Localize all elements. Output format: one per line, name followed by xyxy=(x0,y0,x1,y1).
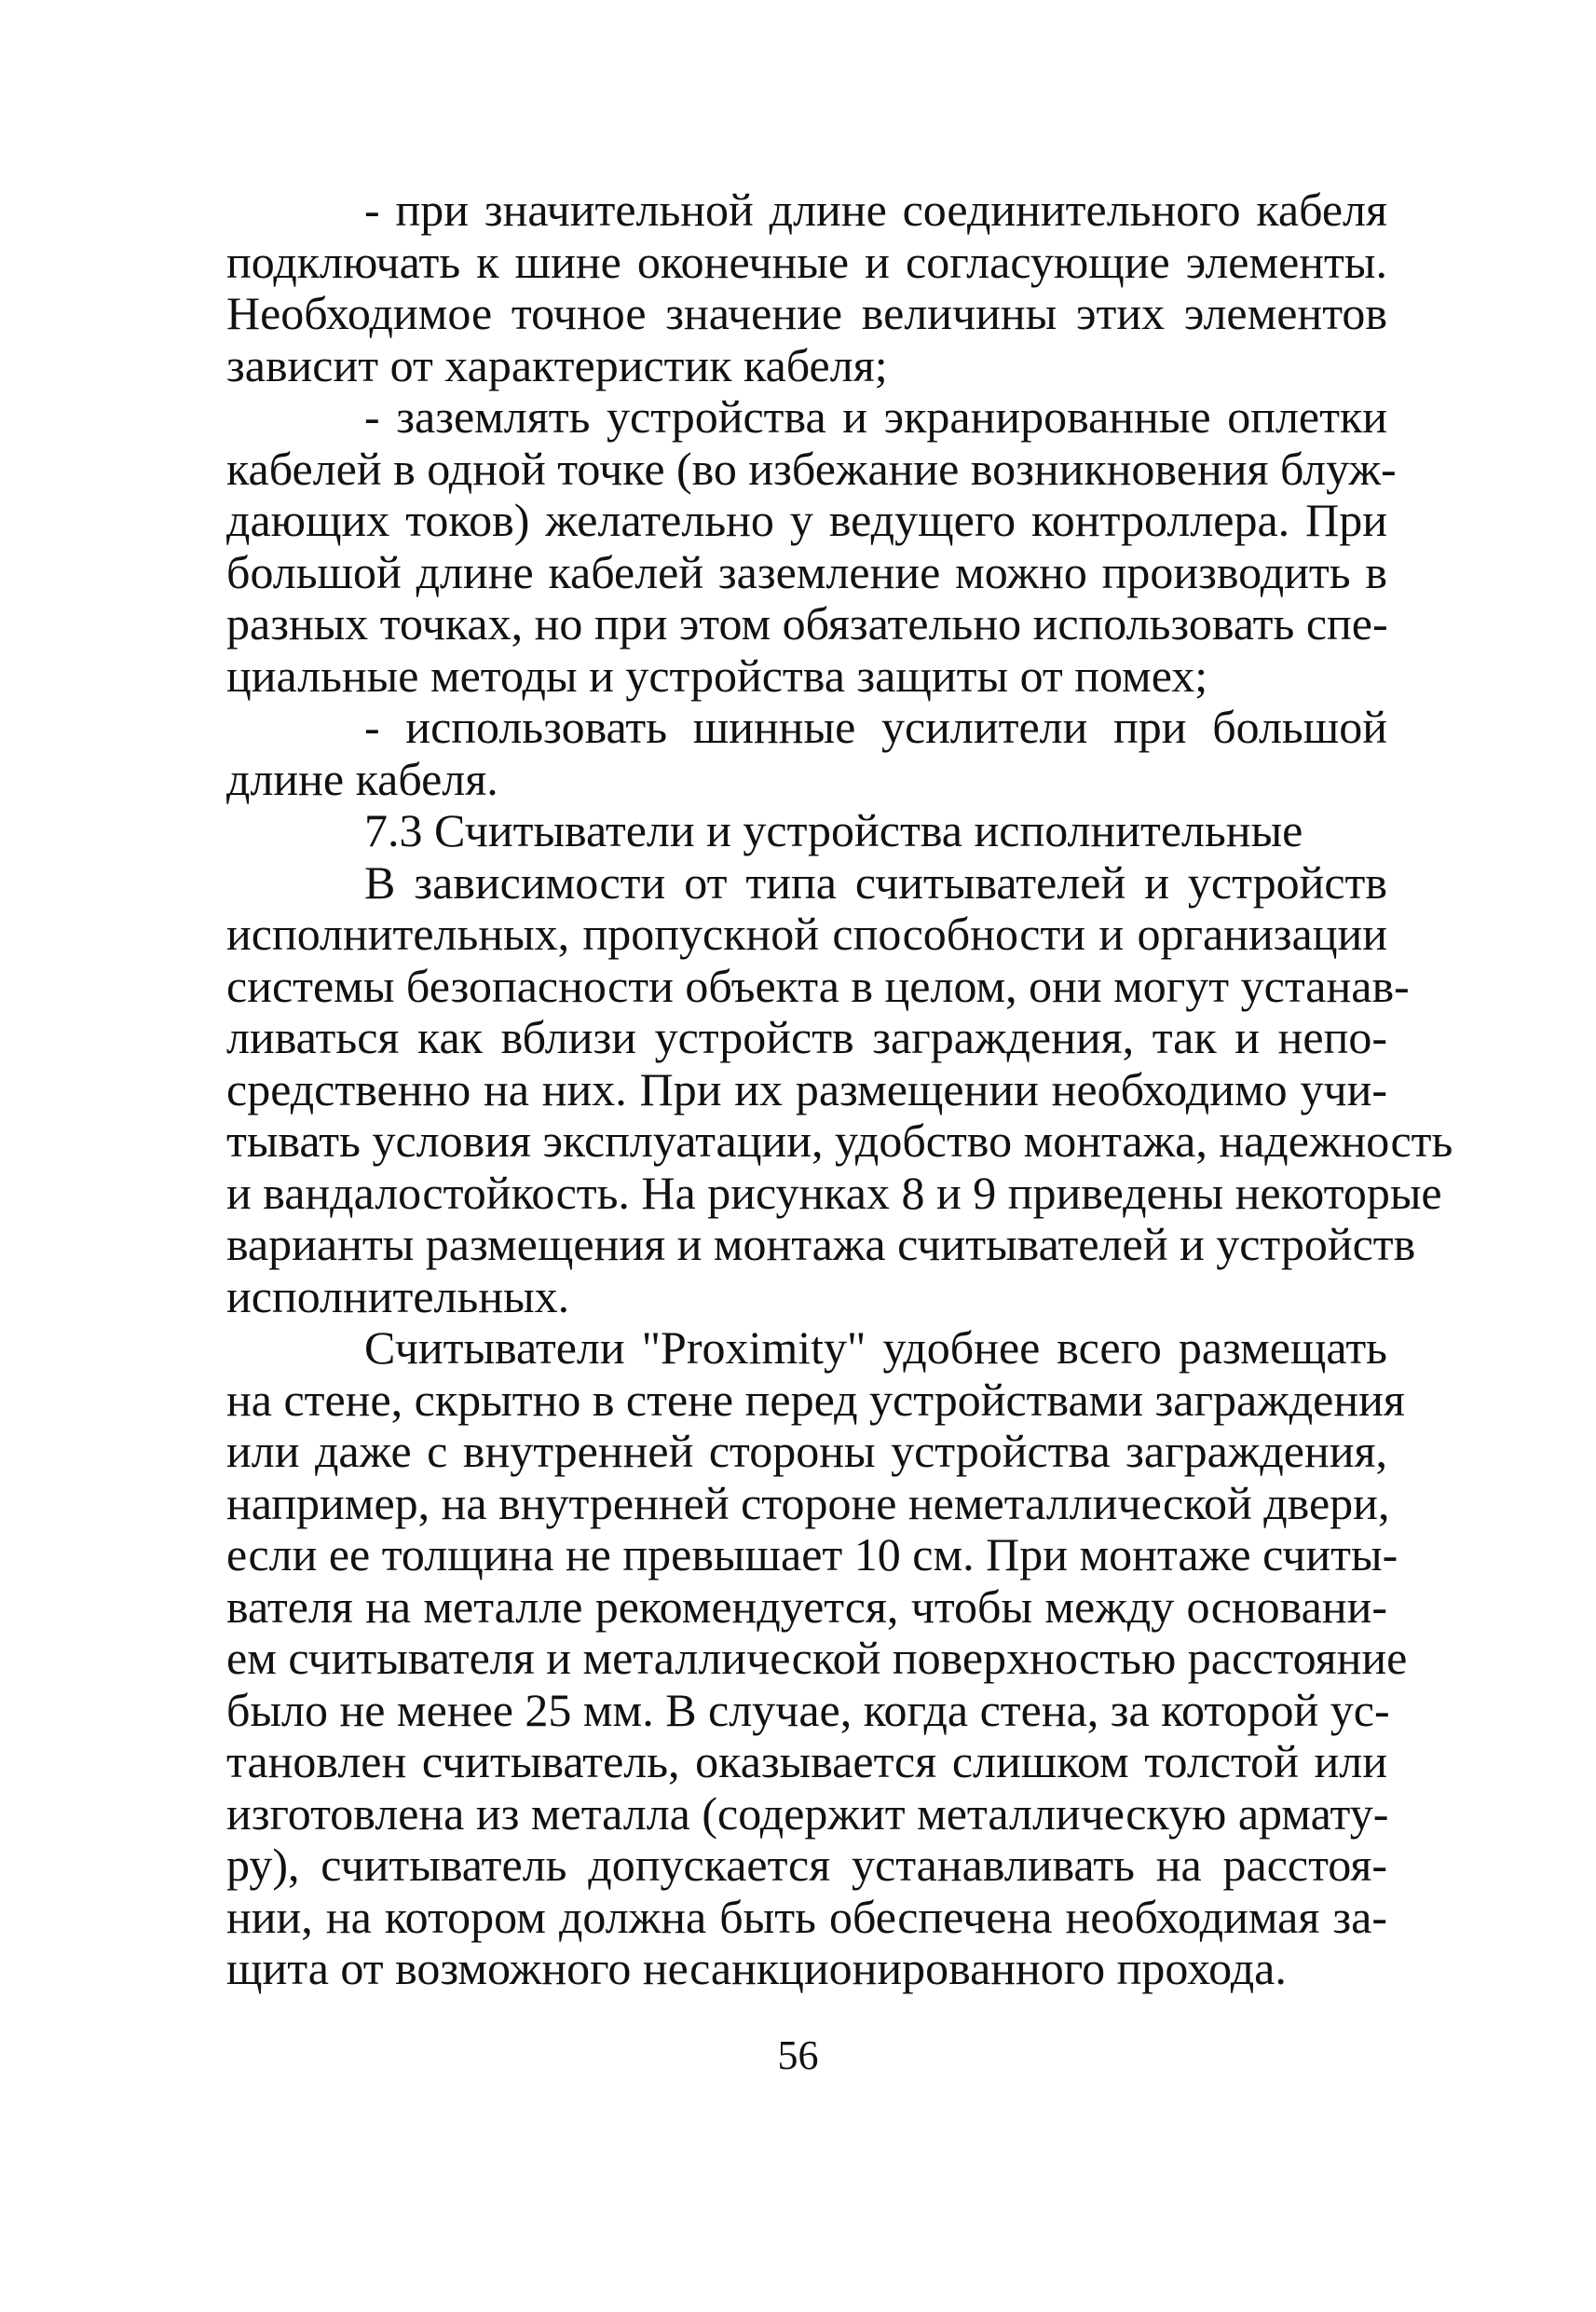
text-line: Считыватели "Proximity" удобнее всего размещать xyxy=(364,1321,1387,1374)
body-text xyxy=(226,184,1453,1995)
text-line: дающих токов) желательно у ведущего контроллера. При xyxy=(226,494,1387,546)
text-line: ем считывателя и металлической поверхностью расстояние xyxy=(226,1632,1408,1684)
text-line: В зависимости от типа считывателей и устройств xyxy=(364,855,1387,909)
text-line: вателя на металле рекомендуется, чтобы между основани- xyxy=(226,1580,1387,1633)
text-line: изготовлена из металла (содержит металлическую армату- xyxy=(226,1786,1389,1840)
text-line: щита от возможного несанкционированного прохода. xyxy=(226,1942,1287,1994)
text-line: на стене, скрытно в стене перед устройствами заграждения xyxy=(226,1373,1405,1426)
text-line: если ее толщина не превышает 10 см. При монтаже считы- xyxy=(226,1528,1398,1580)
text-line: кабелей в одной точке (во избежание возникновения блуж- xyxy=(226,442,1397,495)
text-line: например, на внутренней стороне неметаллической двери, xyxy=(226,1476,1390,1529)
text-line: тановлен считыватель, оказывается слишком толстой или xyxy=(226,1735,1387,1787)
text-line: зависит от характеристик кабеля; xyxy=(226,338,888,391)
text-line: ливаться как вблизи устройств заграждения, так и непо- xyxy=(226,1011,1387,1063)
text-line: средственно на них. При их размещении необходимо учи- xyxy=(226,1062,1387,1115)
text-line: ру), считыватель допускается устанавливать на расстоя- xyxy=(226,1839,1387,1891)
text-line: тывать условия эксплуатации, удобство монтажа, надежность xyxy=(226,1115,1453,1167)
text-line: было не менее 25 мм. В случае, когда стена, за которой ус- xyxy=(226,1683,1390,1736)
text-line: системы безопасности объекта в целом, они могут устанав- xyxy=(226,959,1410,1012)
text-line: - использовать шинные усилители при большой xyxy=(364,701,1387,753)
text-line: большой длине кабелей заземление можно производить в xyxy=(226,545,1387,598)
text-line: циальные методы и устройства защиты от помех; xyxy=(226,649,1208,702)
text-line: варианты размещения и монтажа считывателей и устройств xyxy=(226,1218,1416,1270)
page-number: 56 xyxy=(777,2032,819,2078)
text-line: или даже с внутренней стороны устройства заграждения, xyxy=(226,1425,1387,1477)
text-line: разных точках, но при этом обязательно использовать спе- xyxy=(226,597,1388,650)
text-line: исполнительных, пропускной способности и организации xyxy=(226,908,1387,960)
text-line: нии, на котором должна быть обеспечена необходимая за- xyxy=(226,1890,1387,1943)
text-line: подключать к шине оконечные и согласующие элементы. xyxy=(226,235,1387,288)
text-line: Необходимое точное значение величины этих элементов xyxy=(226,287,1387,339)
section-heading: 7.3 Считыватели и устройства исполнительные xyxy=(364,804,1303,856)
text-line: исполнительных. xyxy=(226,1269,570,1322)
text-line: длине кабеля. xyxy=(226,752,498,805)
text-line: и вандалостойкость. На рисунках 8 и 9 приведены некоторые xyxy=(226,1166,1442,1219)
text-line: - заземлять устройства и экранированные оплетки xyxy=(364,390,1387,443)
text-line: - при значительной длине соединительного кабеля xyxy=(364,184,1387,236)
